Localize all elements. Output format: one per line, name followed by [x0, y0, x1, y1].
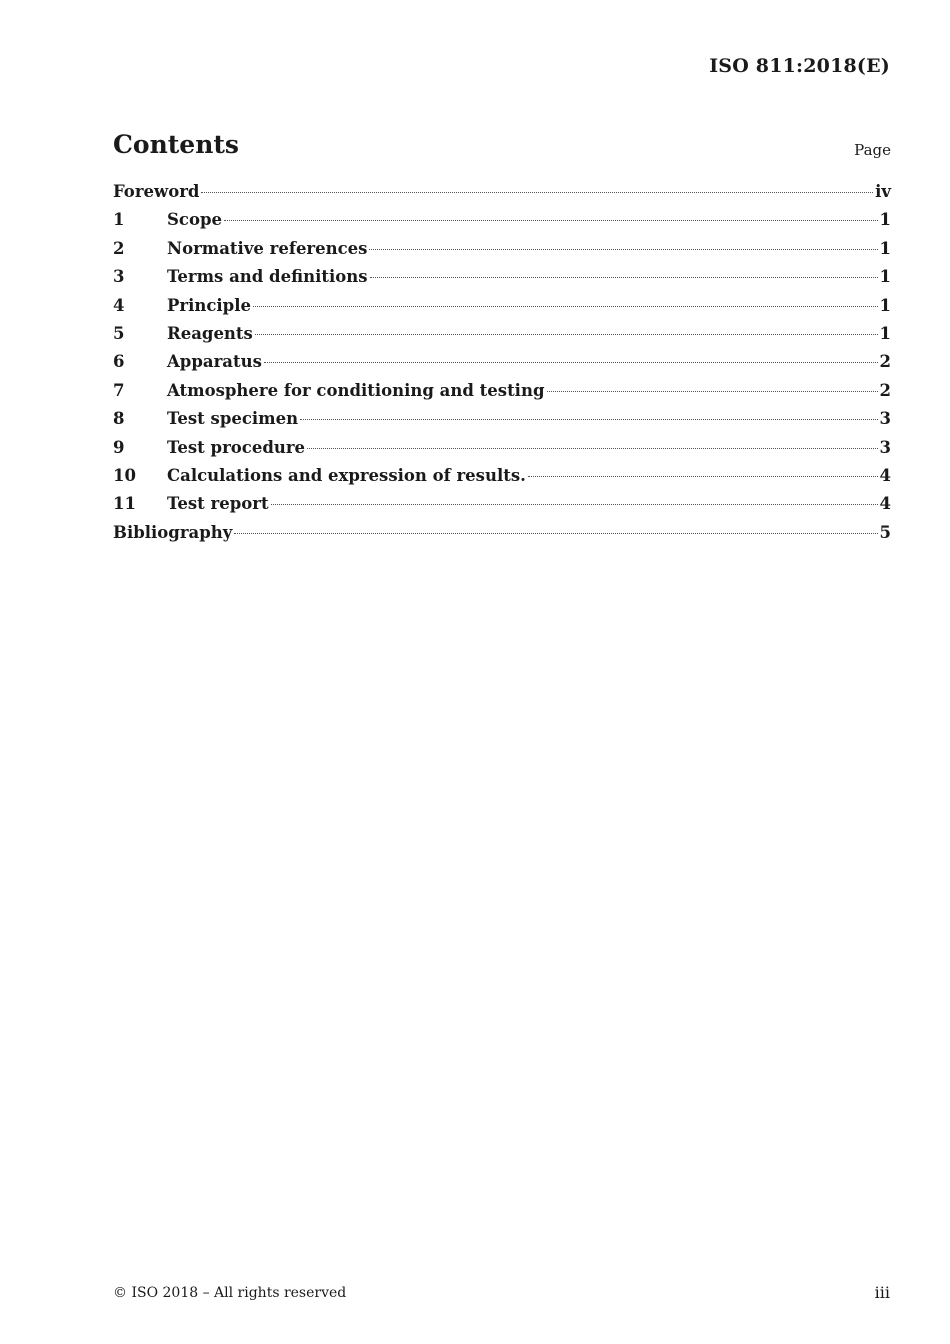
table-of-contents: [113, 182, 891, 551]
toc-entry-foreword[interactable]: [113, 182, 891, 210]
toc-entry-page: 1: [879, 323, 891, 343]
toc-entry-calculations[interactable]: [113, 466, 891, 494]
toc-entry-title: Principle: [167, 295, 251, 315]
toc-entry-page: 4: [879, 494, 891, 514]
toc-entry-title: Test specimen: [167, 409, 299, 429]
toc-entry-number: 1: [113, 210, 125, 230]
toc-entry-apparatus[interactable]: [113, 352, 891, 380]
toc-entry-title: Test procedure: [167, 437, 306, 457]
toc-entry-title: Reagents: [167, 323, 253, 343]
toc-entry-title: Terms and definitions: [167, 267, 368, 287]
toc-dot-leader: [307, 448, 877, 449]
toc-entry-title: Atmosphere for conditioning and testing: [167, 380, 545, 400]
contents-header: [113, 130, 891, 166]
toc-dot-leader: [253, 306, 878, 307]
toc-entry-number: 7: [113, 380, 125, 400]
toc-entry-title: Test report: [167, 494, 269, 514]
toc-entry-number: 11: [113, 494, 136, 514]
toc-dot-leader: [201, 192, 873, 193]
toc-dot-leader: [234, 533, 877, 534]
toc-entry-test-specimen[interactable]: [113, 409, 891, 437]
toc-dot-leader: [528, 476, 878, 477]
toc-entry-title: Calculations and expression of results.: [167, 465, 526, 485]
toc-entry-number: 4: [113, 295, 125, 315]
toc-entry-page: 3: [879, 409, 891, 429]
toc-dot-leader: [224, 220, 878, 221]
toc-entry-number: 2: [113, 238, 125, 258]
toc-entry-page: 3: [879, 437, 891, 457]
toc-entry-page: 5: [879, 522, 891, 542]
toc-entry-page: 1: [879, 210, 891, 230]
toc-dot-leader: [369, 249, 877, 250]
toc-entry-title: Foreword: [113, 182, 200, 201]
footer-page-number: iii: [874, 1283, 890, 1302]
toc-dot-leader: [271, 504, 878, 505]
toc-entry-title: Bibliography: [113, 522, 233, 542]
page-column-label: Page: [854, 141, 891, 159]
toc-entry-title: Normative references: [167, 238, 368, 258]
toc-entry-number: 9: [113, 437, 125, 457]
toc-entry-number: 5: [113, 323, 125, 343]
toc-entry-principle[interactable]: [113, 296, 891, 324]
toc-entry-normative-references[interactable]: [113, 239, 891, 267]
toc-entry-atmosphere[interactable]: [113, 381, 891, 409]
document-identifier: ISO 811:2018(E): [709, 55, 890, 77]
toc-entry-page: 4: [879, 465, 891, 485]
toc-entry-scope[interactable]: [113, 210, 891, 238]
toc-entry-reagents[interactable]: [113, 324, 891, 352]
toc-dot-leader: [264, 362, 878, 363]
contents-title: Contents: [113, 130, 240, 159]
toc-entry-number: 6: [113, 352, 125, 372]
toc-entry-number: 10: [113, 465, 136, 485]
toc-entry-page: iv: [875, 182, 891, 201]
toc-entry-title: Scope: [167, 210, 223, 230]
toc-entry-title: Apparatus: [167, 352, 262, 372]
toc-entry-number: 8: [113, 409, 125, 429]
toc-dot-leader: [255, 334, 878, 335]
toc-entry-page: 1: [879, 295, 891, 315]
toc-entry-number: 3: [113, 267, 125, 287]
toc-dot-leader: [370, 277, 878, 278]
toc-entry-page: 2: [879, 352, 891, 372]
toc-entry-page: 2: [879, 380, 891, 400]
toc-entry-page: 1: [879, 267, 891, 287]
toc-entry-bibliography[interactable]: [113, 523, 891, 551]
toc-entry-test-report[interactable]: [113, 494, 891, 522]
toc-entry-page: 1: [879, 238, 891, 258]
toc-dot-leader: [547, 391, 878, 392]
toc-entry-terms-and-definitions[interactable]: [113, 267, 891, 295]
toc-dot-leader: [300, 419, 877, 420]
toc-entry-test-procedure[interactable]: [113, 438, 891, 466]
footer-copyright: © ISO 2018 – All rights reserved: [113, 1285, 347, 1301]
